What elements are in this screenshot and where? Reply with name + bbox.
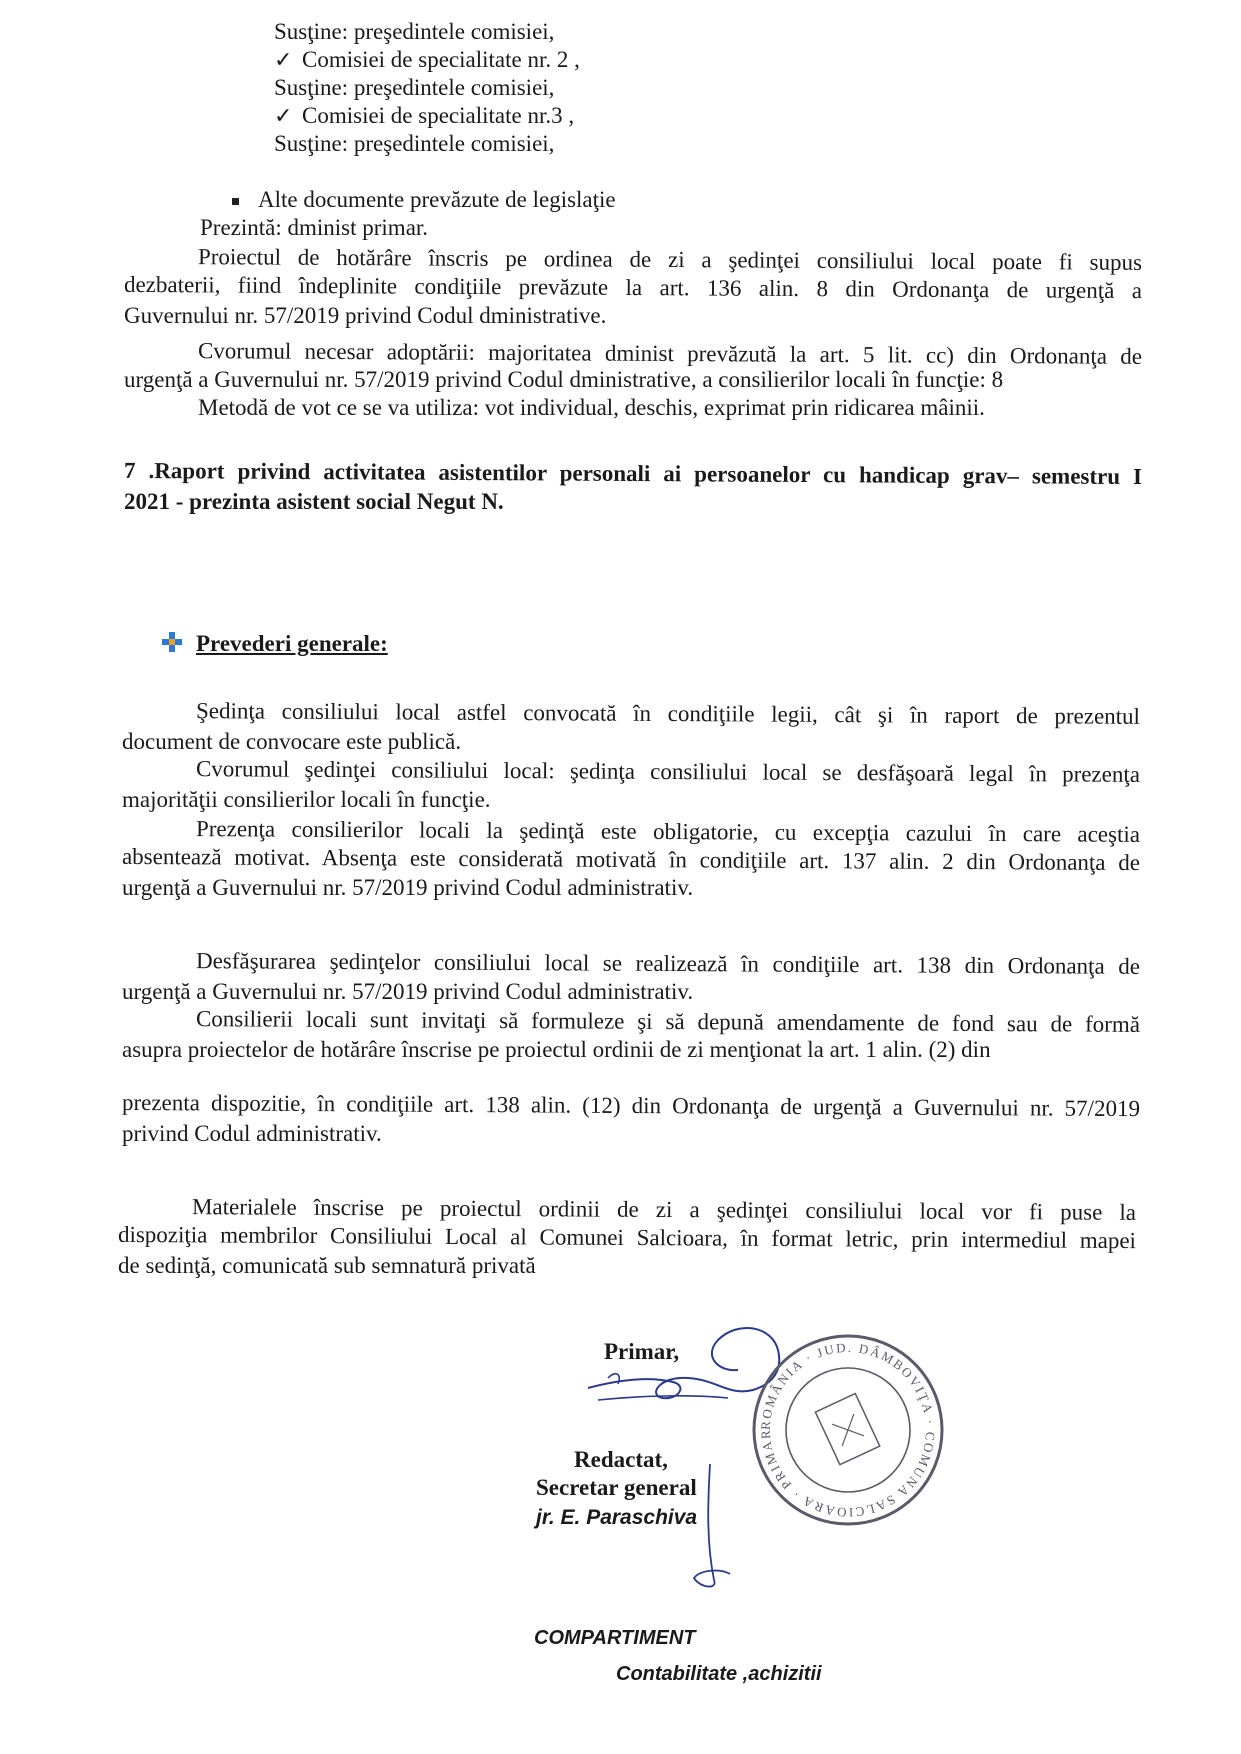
general-provisions-heading: Prevederi generale: — [196, 631, 388, 656]
general-paragraph-line: asupra proiectelor de hotărâre înscrise pe proiectul ordinii de zi menţionat la art. 1 alin. (2) din — [122, 1037, 991, 1062]
commission-supports-3: Susţine: preşedintele comisiei, — [274, 131, 555, 156]
other-documents-label: Alte documente prevăzute de legislaţie — [258, 187, 616, 212]
project-paragraph-line: Guvernului nr. 57/2019 privind Codul dministrative. — [124, 303, 607, 328]
general-paragraph-line: urgenţă a Guvernului nr. 57/2019 privind Codul administrativ. — [122, 979, 694, 1004]
commission-supports-1: Susţine: preşedintele comisiei, — [274, 19, 555, 44]
presenter-line: Prezintă: dminist primar. — [200, 215, 429, 240]
commission-name-2: Comisiei de specialitate nr. 2 , — [302, 47, 580, 72]
subdepartment-label: Contabilitate ,achizitii — [616, 1663, 822, 1685]
item-7-heading: 7 .Raport privind activitatea asistentilor personali ai persoanelor cu handicap grav– semestru I — [123, 457, 1143, 490]
general-paragraph-line: privind Codul administrativ. — [122, 1121, 382, 1146]
check-mark-icon: ✓ — [274, 47, 293, 72]
secretary-signature — [680, 1460, 740, 1600]
quorum-line: Cvorumul necesar adoptării: majoritatea dminist prevăzută la art. 5 lit. cc) din Ordonanţa de — [197, 338, 1143, 369]
general-paragraph-line: prezenta dispozitie, în condiţiile art. 138 alin. (12) din Ordonanţa de urgenţă a Guvernului nr. 57/2019 — [121, 1089, 1141, 1122]
drafted-label: Redactat, — [574, 1447, 668, 1472]
general-paragraph-line: Cvorumul şedinţei consiliului local: şedinţa consiliului local se desfăşoară legal în prezenţa — [195, 756, 1141, 787]
svg-text:ROMÂNIA · JUD. DÂMBOVIŢA · COM: ROMÂNIA · JUD. DÂMBOVIŢA · COMUNA SALCIOARA · PRIMAR — [757, 1339, 939, 1521]
plus-bullet-icon — [160, 630, 184, 654]
secretary-name: jr. E. Paraschiva — [536, 1506, 698, 1529]
general-paragraph-line: Prezenţa consilierilor locali la şedinţă este obligatorie, cu excepţia cazului în care aceştia — [195, 816, 1141, 847]
general-paragraph-line: urgenţă a Guvernului nr. 57/2019 privind Codul administrativ. — [122, 875, 694, 900]
general-paragraph-line: absentează motivat. Absenţa este considerată motivată în condiţiile art. 137 alin. 2 din Ordonanţa de — [121, 843, 1141, 876]
item-7-heading: 2021 - prezinta asistent social Negut N. — [124, 489, 504, 514]
general-paragraph-line: Consilierii locali sunt invitaţi să formuleze şi să depună amendamente de fond sau de formă — [195, 1006, 1141, 1037]
mayor-label: Primar, — [604, 1339, 680, 1364]
commission-name-3: Comisiei de specialitate nr.3 , — [302, 103, 575, 128]
general-paragraph-line: document de convocare este publică. — [122, 729, 462, 754]
commission-supports-2: Susţine: preşedintele comisiei, — [274, 75, 555, 100]
vote-method-line: Metodă de vot ce se va utiliza: vot individual, deschis, exprimat prin ridicarea mâinii. — [198, 395, 985, 420]
check-mark-icon: ✓ — [274, 103, 293, 128]
general-paragraph-line: Şedinţa consiliului local astfel convocată în condiţiile legii, cât şi în raport de prezentul — [195, 698, 1141, 729]
department-label: COMPARTIMENT — [534, 1627, 696, 1649]
project-paragraph-line: Proiectul de hotărâre înscris pe ordinea de zi a şedinţei consiliului local poate fi supus — [197, 244, 1143, 275]
quorum-line: urgenţă a Guvernului nr. 57/2019 privind Codul dministrative, a consilierilor locali în funcţie: 8 — [124, 367, 1004, 392]
secretary-label: Secretar general — [536, 1475, 697, 1500]
official-stamp — [748, 1330, 948, 1530]
general-paragraph-line: Materialele înscrise pe proiectul ordinii de zi a şedinţei consiliului local vor fi puse la — [191, 1194, 1137, 1225]
general-paragraph-line: majorităţii consilierilor locali în funcţie. — [122, 787, 491, 812]
general-paragraph-line: de sedinţă, comunicată sub semnatură privată — [118, 1253, 536, 1278]
project-paragraph-line: dezbaterii, fiind îndeplinite condiţiile prevăzute la art. 136 alin. 8 din Ordonanţa de urgenţă a — [123, 271, 1143, 304]
general-paragraph-line: Desfăşurarea şedinţelor consiliului local se realizează în condiţiile art. 138 din Ordonanţa de — [195, 948, 1141, 979]
square-bullet-icon — [232, 198, 239, 205]
general-paragraph-line: dispoziţia membrilor Consiliului Local al Comunei Salcioara, în format letric, prin intermediul mapei — [117, 1221, 1137, 1254]
